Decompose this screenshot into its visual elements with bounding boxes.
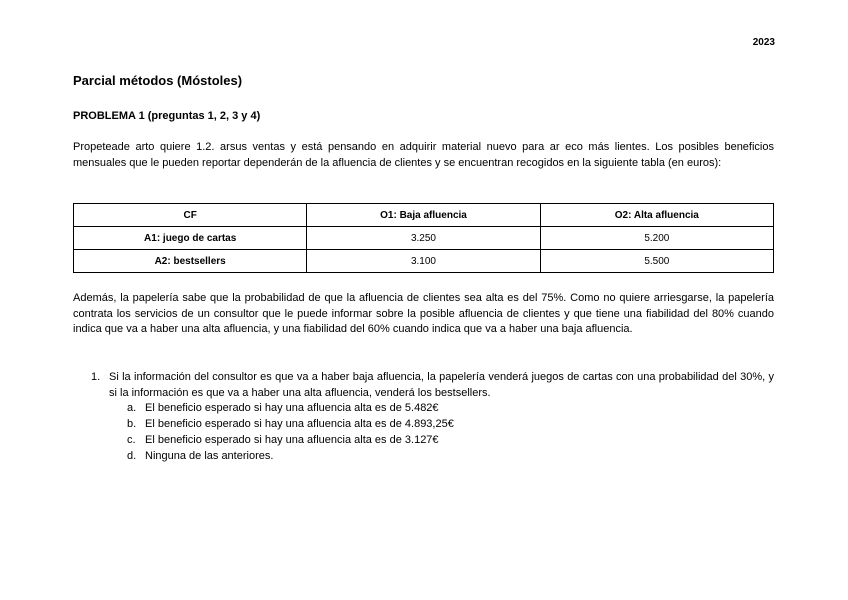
answer-option [73, 449, 774, 465]
option-letter: d. [127, 449, 137, 462]
table-row [74, 250, 774, 273]
document-title: Parcial métodos (Móstoles) [73, 73, 243, 88]
table-cell: 3.100 [307, 250, 540, 273]
profit-table [73, 203, 774, 273]
option-letter: c. [127, 433, 136, 446]
option-text: El beneficio esperado si hay una afluencia alta es de 5.482€ [145, 402, 439, 415]
table-cell: 5.200 [540, 227, 773, 250]
problem-heading: PROBLEMA 1 (preguntas 1, 2, 3 y 4) [73, 110, 261, 122]
table-cell: 5.500 [540, 250, 773, 273]
table-row-label: A2: bestsellers [74, 250, 307, 273]
table-row [74, 227, 774, 250]
option-text: El beneficio esperado si hay una afluencia alta es de 4.893,25€ [145, 418, 454, 431]
intro-paragraph: Propeteade arto quiere 1.2. arsus ventas y está pensando en adquirir material nuevo para ar eco más lientes. Los posibles beneficios mensuales que le pueden reportar dependerán de la afluencia de clientes y se encuentran recogidos en la siguiente tabla (en euros): [73, 141, 774, 169]
question-text: Si la información del consultor es que va a haber baja afluencia, la papelería venderá juegos de cartas con una probabilidad del 30%, y si la información es que va a haber una alta afluencia, venderá los bestsellers. [109, 371, 774, 399]
table-header-cell: O2: Alta afluencia [540, 204, 773, 227]
context-paragraph: Además, la papelería sabe que la probabilidad de que la afluencia de clientes sea alta es del 75%. Como no quiere arriesgarse, la papelería contrata los servicios de un consultor que le puede informar sobre la posible afluencia de clientes y que tiene una fiabilidad del 80% cuando indica que va a haber una alta afluencia, y una fiabilidad del 60% cuando indica que va a haber una baja afluencia. [73, 292, 774, 336]
table-row-label: A1: juego de cartas [74, 227, 307, 250]
option-letter: b. [127, 418, 137, 431]
answer-options [73, 401, 774, 464]
question-number: 1. [91, 371, 101, 383]
option-text: Ninguna de las anteriores. [145, 449, 274, 462]
option-letter: a. [127, 402, 137, 415]
table-header-row [74, 204, 774, 227]
question-1 [73, 370, 774, 464]
document-year: 2023 [752, 37, 775, 48]
option-text: El beneficio esperado si hay una afluencia alta es de 3.127€ [145, 433, 439, 446]
answer-option [73, 401, 774, 417]
table-header-cell: O1: Baja afluencia [307, 204, 540, 227]
table-header-cell: CF [74, 204, 307, 227]
answer-option [73, 417, 774, 433]
answer-option [73, 433, 774, 449]
table-cell: 3.250 [307, 227, 540, 250]
